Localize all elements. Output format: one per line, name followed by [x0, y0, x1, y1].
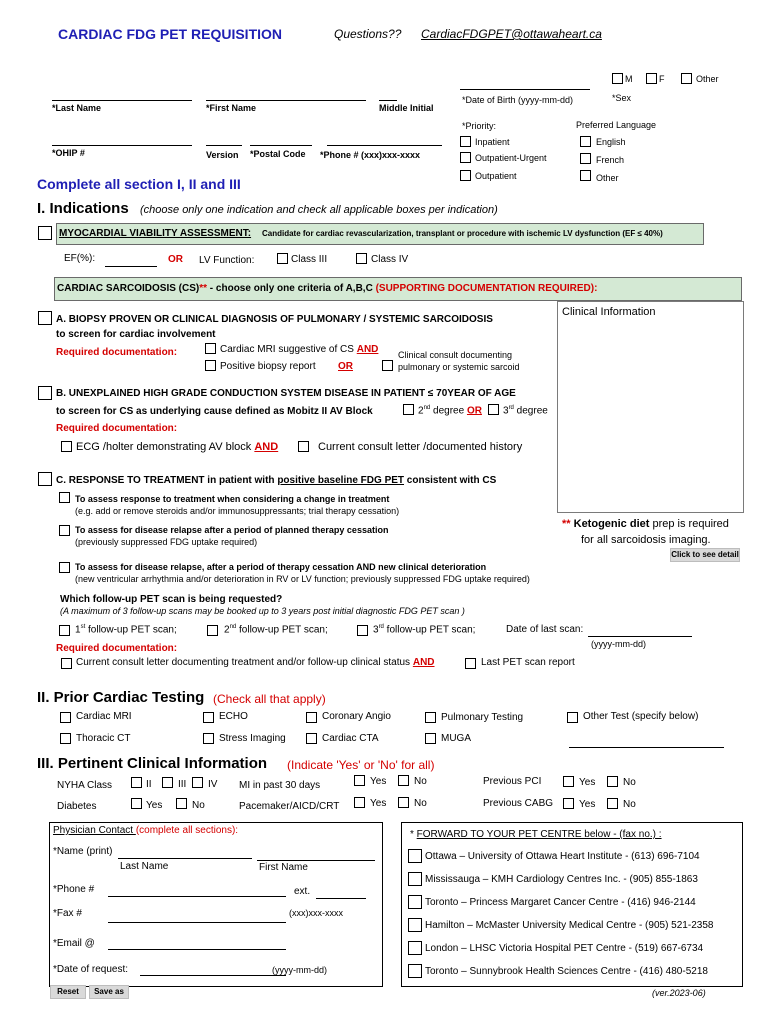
prev-pci-no-label: No: [623, 777, 636, 788]
criteria-b-required-label: Required documentation:: [56, 423, 178, 434]
physician-phone-label: *Phone #: [53, 884, 95, 895]
test-other-label: Other Test (specify below): [583, 711, 699, 722]
diabetes-no-checkbox[interactable]: [176, 798, 187, 809]
sex-label: *Sex: [612, 93, 632, 103]
prev-pci-yes-label: Yes: [579, 777, 596, 788]
clinical-information-box[interactable]: [557, 301, 744, 513]
pacemaker-no-checkbox[interactable]: [398, 797, 409, 808]
physician-ext-label: ext.: [294, 886, 311, 897]
criteria-c-required-label: Required documentation:: [56, 643, 178, 654]
criteria-b-ecg-checkbox[interactable]: [61, 441, 72, 452]
centre-hamilton-checkbox[interactable]: [408, 918, 422, 932]
criteria-c-checkbox[interactable]: [38, 472, 52, 486]
test-thoracic-ct-checkbox[interactable]: [60, 733, 71, 744]
criteria-c-option2-sub: (previously suppressed FDG uptake required): [75, 537, 258, 547]
mi-no-label: No: [414, 776, 427, 787]
language-label: Preferred Language: [576, 120, 657, 130]
criteria-a-required-label: Required documentation:: [56, 347, 178, 358]
priority-outpatient-urgent-label: Outpatient-Urgent: [475, 153, 547, 163]
viability-checkbox[interactable]: [38, 226, 52, 240]
click-to-see-detail-button[interactable]: Click to see detail: [670, 548, 740, 562]
lv-function-label: LV Function:: [199, 255, 255, 266]
test-cardiac-mri-label: Cardiac MRI: [76, 711, 132, 722]
request-date-format: (yyyy-mm-dd): [272, 965, 327, 975]
test-other-checkbox[interactable]: [567, 712, 578, 723]
contact-email-link[interactable]: CardiacFDGPET@ottawaheart.ca: [421, 27, 602, 41]
centre-london-checkbox[interactable]: [408, 941, 422, 955]
physician-first-name-label: First Name: [259, 862, 308, 873]
test-cardiac-cta-checkbox[interactable]: [306, 733, 317, 744]
physician-last-name-label: Last Name: [120, 861, 169, 872]
nyha-iv-label: IV: [208, 779, 218, 790]
criteria-c-option3-label: To assess for disease relapse, after a period of therapy cessation AND new clinical deterioration: [75, 562, 487, 572]
section2-heading: II. Prior Cardiac Testing: [37, 689, 205, 706]
ef-field[interactable]: [105, 266, 157, 267]
diabetes-label: Diabetes: [57, 801, 97, 812]
version-field[interactable]: [206, 145, 242, 146]
sex-other-checkbox[interactable]: [681, 73, 692, 84]
criteria-c-consult-checkbox[interactable]: [61, 658, 72, 669]
request-date-field[interactable]: [140, 975, 286, 976]
form-title: CARDIAC FDG PET REQUISITION: [58, 26, 283, 42]
section3-heading: III. Pertinent Clinical Information: [37, 755, 268, 772]
lv-class3-label: Class III: [291, 254, 328, 265]
nyha-ii-label: II: [146, 779, 152, 790]
other-test-specify-field[interactable]: [569, 747, 724, 748]
prev-cabg-yes-label: Yes: [579, 799, 596, 810]
criteria-c-option3-sub: (new ventricular arrhythmia and/or deterioration in RV or LV function; previously suppressed FDG uptake required): [75, 574, 530, 584]
first-name-label: *First Name: [206, 103, 257, 113]
criteria-a-mri-checkbox[interactable]: [205, 343, 216, 354]
centre-sunnybrook-label: Toronto – Sunnybrook Health Sciences Centre - (416) 480-5218: [425, 966, 708, 977]
last-name-field[interactable]: [52, 100, 192, 101]
criteria-b-3rd-degree-label: 3rd degree: [503, 405, 548, 417]
pacemaker-yes-checkbox[interactable]: [354, 797, 365, 808]
priority-outpatient-urgent-checkbox[interactable]: [460, 152, 471, 163]
pacemaker-no-label: No: [414, 798, 427, 809]
sex-other-label: Other: [696, 74, 719, 84]
test-stress-imaging-checkbox[interactable]: [203, 733, 214, 744]
followup-note: (A maximum of 3 follow-up scans may be booked up to 3 years post initial diagnostic FDG PET scan ): [60, 606, 465, 616]
test-pulmonary-label: Pulmonary Testing: [441, 712, 524, 723]
test-coronary-angio-label: Coronary Angio: [322, 711, 391, 722]
pet-centre-title: * FORWARD TO YOUR PET CENTRE below - (fax no.) :: [410, 829, 662, 840]
test-cardiac-mri-checkbox[interactable]: [60, 712, 71, 723]
nyha-iii-label: III: [178, 779, 187, 790]
followup-2nd-label: 2nd follow-up PET scan;: [224, 624, 328, 636]
request-date-label: *Date of request:: [53, 964, 129, 975]
section1-heading: I. Indications: [37, 200, 129, 217]
nyha-label: NYHA Class: [57, 780, 113, 791]
postal-code-label: *Postal Code: [250, 149, 306, 159]
followup-1st-checkbox[interactable]: [59, 625, 70, 636]
criteria-b-2nd-degree-checkbox[interactable]: [403, 404, 414, 415]
sex-m-checkbox[interactable]: [612, 73, 623, 84]
criteria-a-biopsy-checkbox[interactable]: [205, 360, 216, 371]
physician-contact-title: Physician Contact (complete all sections):: [53, 825, 239, 836]
prev-pci-label: Previous PCI: [483, 776, 542, 787]
save-as-button[interactable]: Save as: [89, 985, 129, 999]
centre-ottawa-label: Ottawa – University of Ottawa Heart Institute - (613) 696-7104: [425, 851, 700, 862]
test-echo-label: ECHO: [219, 711, 248, 722]
followup-3rd-label: 3rd follow-up PET scan;: [373, 624, 476, 636]
language-other-label: Other: [596, 173, 619, 183]
sarcoidosis-title: CARDIAC SARCOIDOSIS (CS)** - choose only one criteria of A,B,C (SUPPORTING DOCUMENTATION REQUIRED):: [57, 283, 598, 294]
dob-label: *Date of Birth (yyyy-mm-dd): [462, 95, 574, 105]
prev-cabg-no-checkbox[interactable]: [607, 798, 618, 809]
centre-toronto-pmcc-label: Toronto – Princess Margaret Cancer Centre - (416) 946-2144: [425, 897, 696, 908]
nyha-iv-checkbox[interactable]: [192, 777, 203, 788]
criteria-c-option2-label: To assess for disease relapse after a period of planned therapy cessation: [75, 525, 389, 535]
physician-fax-field[interactable]: [108, 922, 286, 923]
priority-outpatient-label: Outpatient: [475, 171, 517, 181]
nyha-ii-checkbox[interactable]: [131, 777, 142, 788]
criteria-a-title: A. BIOPSY PROVEN OR CLINICAL DIAGNOSIS OF PULMONARY / SYSTEMIC SARCOIDOSIS: [56, 314, 493, 325]
criteria-b-checkbox[interactable]: [38, 386, 52, 400]
criteria-b-consult-checkbox[interactable]: [298, 441, 309, 452]
pacemaker-label: Pacemaker/AICD/CRT: [239, 801, 340, 812]
criteria-c-last-pet-label: Last PET scan report: [481, 657, 575, 668]
physician-email-label: *Email @: [53, 938, 95, 949]
viability-description: Candidate for cardiac revascularization, transplant or procedure with ischemic LV dysfunction (EF ≤ 40%): [262, 229, 663, 238]
criteria-a-biopsy-label: Positive biopsy report: [220, 361, 316, 372]
complete-sections-note: Complete all section I, II and III: [37, 176, 241, 192]
last-name-label: *Last Name: [52, 103, 102, 113]
prev-pci-no-checkbox[interactable]: [607, 776, 618, 787]
test-pulmonary-checkbox[interactable]: [425, 712, 436, 723]
physician-email-field[interactable]: [108, 949, 286, 950]
test-coronary-angio-checkbox[interactable]: [306, 712, 317, 723]
test-stress-imaging-label: Stress Imaging: [219, 733, 286, 744]
priority-label: *Priority:: [462, 121, 497, 131]
priority-inpatient-checkbox[interactable]: [460, 136, 471, 147]
criteria-c-option3-checkbox[interactable]: [59, 562, 70, 573]
test-echo-checkbox[interactable]: [203, 712, 214, 723]
centre-hamilton-label: Hamilton – McMaster University Medical Centre - (905) 521-2358: [425, 920, 714, 931]
criteria-c-option2-checkbox[interactable]: [59, 525, 70, 536]
centre-ottawa-checkbox[interactable]: [408, 849, 422, 863]
language-french-label: French: [596, 155, 625, 165]
criteria-c-title: C. RESPONSE TO TREATMENT in patient with positive baseline FDG PET consistent with CS: [56, 475, 497, 486]
centre-london-label: London – LHSC Victoria Hospital PET Centre - (519) 667-6734: [425, 943, 704, 954]
criteria-a-consult-line1: Clinical consult documenting: [398, 350, 513, 360]
criteria-b-title: B. UNEXPLAINED HIGH GRADE CONDUCTION SYSTEM DISEASE IN PATIENT ≤ 70YEAR OF AGE: [56, 388, 516, 399]
prev-cabg-yes-checkbox[interactable]: [563, 798, 574, 809]
criteria-c-consult-label: Current consult letter documenting treatment and/or follow-up clinical status AND: [76, 657, 435, 668]
physician-first-name-field[interactable]: [257, 860, 375, 861]
ohip-field[interactable]: [52, 145, 192, 146]
lv-class4-label: Class IV: [371, 254, 409, 265]
diabetes-yes-label: Yes: [146, 800, 163, 811]
physician-fax-format: (xxx)xxx-xxxx: [289, 908, 343, 918]
ohip-label: *OHIP #: [52, 148, 85, 158]
criteria-a-or-label: OR: [338, 361, 353, 372]
reset-button[interactable]: Reset: [50, 985, 86, 999]
mi-no-checkbox[interactable]: [398, 775, 409, 786]
last-scan-date-field[interactable]: [588, 636, 692, 637]
centre-mississauga-checkbox[interactable]: [408, 872, 422, 886]
mi-yes-label: Yes: [370, 776, 387, 787]
language-other-checkbox[interactable]: [580, 170, 591, 181]
language-english-label: English: [596, 137, 626, 147]
phone-field[interactable]: [327, 145, 442, 146]
diabetes-no-label: No: [192, 800, 205, 811]
centre-mississauga-label: Mississauga – KMH Cardiology Centres Inc. - (905) 855-1863: [425, 874, 698, 885]
followup-3rd-checkbox[interactable]: [357, 625, 368, 636]
sex-m-label: M: [625, 74, 633, 84]
followup-question: Which follow-up PET scan is being requested?: [60, 594, 283, 605]
criteria-a-consult-line2: pulmonary or systemic sarcoid: [398, 362, 520, 372]
sex-f-label: F: [659, 74, 665, 84]
mi-label: MI in past 30 days: [239, 780, 321, 791]
physician-name-label: *Name (print): [53, 846, 113, 857]
last-scan-date-format: (yyyy-mm-dd): [591, 639, 646, 649]
test-muga-label: MUGA: [441, 733, 471, 744]
viability-title: MYOCARDIAL VIABILITY ASSESSMENT:: [59, 228, 252, 239]
middle-initial-label: Middle Initial: [379, 103, 434, 113]
last-scan-label: Date of last scan:: [506, 624, 584, 635]
prev-cabg-no-label: No: [623, 799, 636, 810]
postal-code-field[interactable]: [250, 145, 312, 146]
criteria-b-consult-label: Current consult letter /documented history: [318, 441, 523, 453]
ef-label: EF(%):: [64, 253, 96, 264]
prev-pci-yes-checkbox[interactable]: [563, 776, 574, 787]
version-label: Version: [206, 150, 239, 160]
language-french-checkbox[interactable]: [580, 153, 591, 164]
criteria-b-sub: to screen for CS as underlying cause defined as Mobitz II AV Block: [56, 406, 373, 417]
pacemaker-yes-label: Yes: [370, 798, 387, 809]
centre-sunnybrook-checkbox[interactable]: [408, 964, 422, 978]
language-english-checkbox[interactable]: [580, 136, 591, 147]
ef-or-label: OR: [168, 254, 183, 265]
physician-phone-field[interactable]: [108, 896, 286, 897]
criteria-b-3rd-degree-checkbox[interactable]: [488, 404, 499, 415]
criteria-a-consult-checkbox[interactable]: [382, 360, 393, 371]
middle-initial-field[interactable]: [379, 100, 397, 101]
criteria-c-last-pet-checkbox[interactable]: [465, 658, 476, 669]
questions-label: Questions??: [334, 27, 402, 41]
section3-heading-note: (Indicate 'Yes' or 'No' for all): [287, 758, 435, 772]
physician-fax-label: *Fax #: [53, 908, 82, 919]
ketogenic-diet-note-line1: ** Ketogenic diet prep is required: [562, 518, 729, 530]
criteria-b-ecg-label: ECG /holter demonstrating AV block AND: [76, 441, 279, 453]
priority-inpatient-label: Inpatient: [475, 137, 510, 147]
first-name-field[interactable]: [206, 100, 366, 101]
followup-2nd-checkbox[interactable]: [207, 625, 218, 636]
criteria-a-mri-label: Cardiac MRI suggestive of CS AND: [220, 344, 379, 355]
criteria-a-sub: to screen for cardiac involvement: [56, 329, 216, 340]
lv-class4-checkbox[interactable]: [356, 253, 367, 264]
ketogenic-diet-note-line2: for all sarcoidosis imaging.: [581, 534, 711, 546]
clinical-information-label: Clinical Information: [562, 306, 656, 318]
phone-label: *Phone # (xxx)xxx-xxxx: [320, 150, 421, 160]
section1-heading-note: (choose only one indication and check all applicable boxes per indication): [140, 204, 498, 216]
criteria-a-checkbox[interactable]: [38, 311, 52, 325]
priority-outpatient-checkbox[interactable]: [460, 170, 471, 181]
lv-class3-checkbox[interactable]: [277, 253, 288, 264]
criteria-c-option1-checkbox[interactable]: [59, 492, 70, 503]
physician-last-name-field[interactable]: [118, 858, 252, 859]
dob-field[interactable]: [460, 89, 590, 90]
test-muga-checkbox[interactable]: [425, 733, 436, 744]
physician-ext-field[interactable]: [316, 898, 366, 899]
test-cardiac-cta-label: Cardiac CTA: [322, 733, 379, 744]
criteria-c-option1-label: To assess response to treatment when considering a change in treatment: [75, 494, 390, 504]
criteria-b-2nd-degree-label: 2nd degree OR: [418, 405, 482, 417]
mi-yes-checkbox[interactable]: [354, 775, 365, 786]
prev-cabg-label: Previous CABG: [483, 798, 554, 809]
centre-toronto-pmcc-checkbox[interactable]: [408, 895, 422, 909]
criteria-c-option1-sub: (e.g. add or remove steroids and/or immunosuppressants; trial therapy cessation): [75, 506, 400, 516]
test-thoracic-ct-label: Thoracic CT: [76, 733, 131, 744]
diabetes-yes-checkbox[interactable]: [131, 798, 142, 809]
form-version: (ver.2023-06): [652, 988, 706, 998]
sex-f-checkbox[interactable]: [646, 73, 657, 84]
followup-1st-label: 1st follow-up PET scan;: [75, 624, 177, 636]
nyha-iii-checkbox[interactable]: [162, 777, 173, 788]
section2-heading-note: (Check all that apply): [213, 692, 326, 706]
